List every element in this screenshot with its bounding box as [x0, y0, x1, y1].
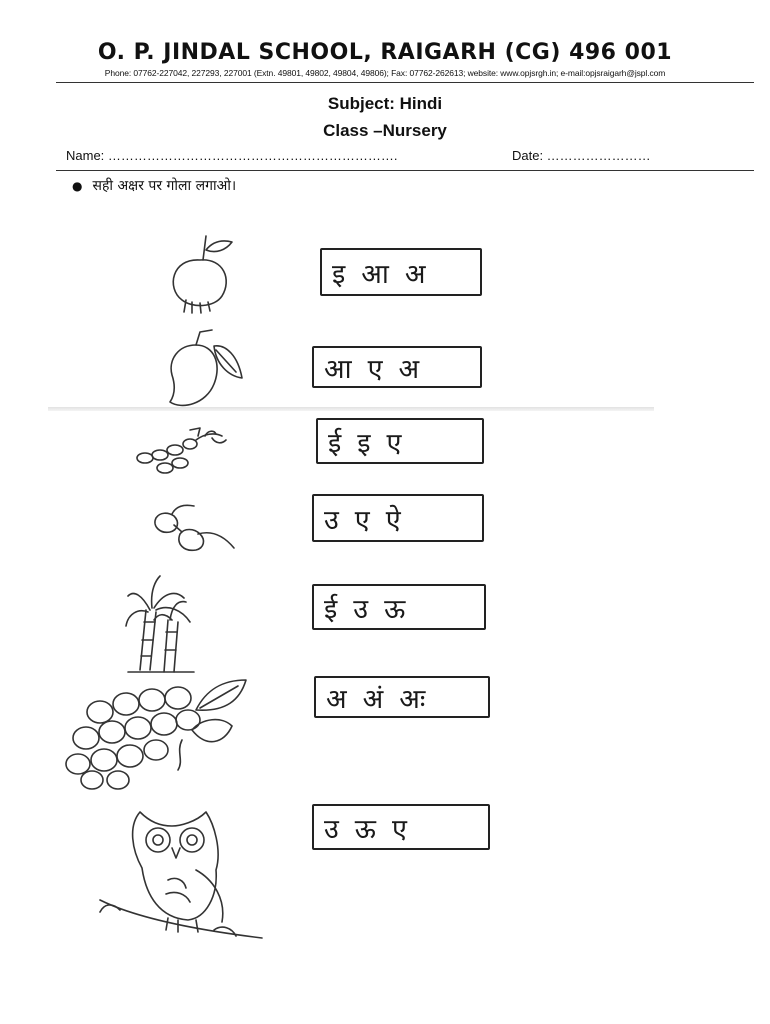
letter-option[interactable]: आ [361, 258, 389, 290]
letter-option[interactable]: अ [404, 258, 426, 290]
instruction-text: सही अक्षर पर गोला लगाओ। [92, 178, 237, 194]
date-field: Date: …………………… [512, 148, 651, 163]
owl-icon [100, 812, 262, 938]
class-title: Class –Nursery [323, 121, 447, 140]
subject-title: Subject: Hindi [327, 94, 443, 113]
letter-option[interactable]: इ [332, 258, 346, 290]
school-name: O. P. JINDAL SCHOOL, RAIGARH (CG) 496 001 [97, 40, 673, 65]
letter-option[interactable]: अं [362, 683, 384, 715]
letter-option[interactable]: अः [399, 683, 426, 715]
letter-option[interactable]: उ [353, 593, 369, 625]
letter-option[interactable]: ऊ [384, 593, 406, 625]
letter-box-4[interactable] [312, 494, 484, 542]
sugarcane-icon [126, 576, 194, 672]
letter-box-2[interactable] [312, 346, 482, 388]
letter-option[interactable]: ऐ [385, 504, 401, 536]
letter-option[interactable]: ए [367, 353, 383, 385]
spectacles-icon [155, 505, 234, 550]
letter-option[interactable]: उ [324, 504, 339, 536]
bullet-icon: ● [72, 179, 83, 193]
letter-box-5[interactable] [312, 584, 486, 630]
letter-option[interactable]: ऊ [354, 813, 376, 845]
mango-icon [170, 330, 242, 405]
letter-box-7[interactable] [312, 804, 490, 850]
letter-option[interactable]: ई [328, 427, 342, 459]
letter-option[interactable]: उ [324, 813, 339, 845]
letter-box-3[interactable] [316, 418, 484, 464]
tamarind-icon [137, 428, 226, 473]
grapes-icon [66, 680, 246, 789]
letter-option[interactable]: ए [354, 504, 370, 536]
letter-option[interactable]: इ [357, 427, 371, 459]
letter-option[interactable]: ई [324, 593, 338, 625]
letter-box-1[interactable] [320, 248, 482, 296]
letter-option[interactable]: अ [398, 353, 420, 385]
letter-box-6[interactable] [314, 676, 490, 718]
pomegranate-icon [173, 236, 232, 313]
letter-option[interactable]: ए [386, 427, 402, 459]
name-field: Name: …………………………………………………………. [66, 148, 398, 163]
contact-line: Phone: 07762-227042, 227293, 227001 (Extn. 49801, 49802, 49804, 49806); Fax: 07762-262613; website: www.opjsrgh.in; e-mail:opjsraigarh@jspl.com [104, 68, 666, 78]
letter-option[interactable]: आ [324, 353, 352, 385]
letter-option[interactable]: ए [392, 813, 407, 845]
letter-option[interactable]: अ [326, 683, 347, 715]
